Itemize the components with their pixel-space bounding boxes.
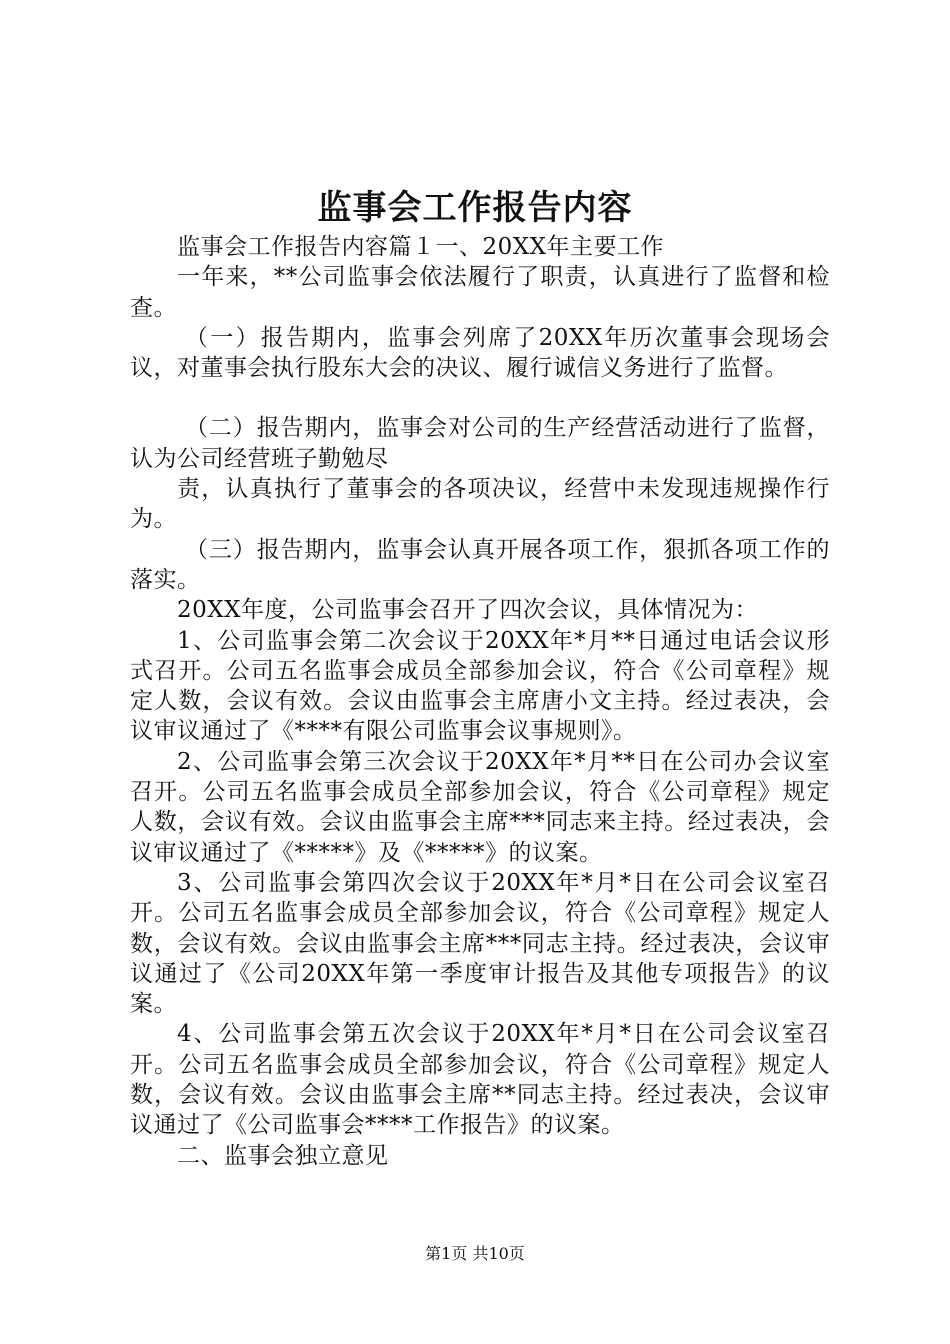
paragraph-meeting-3: 3、公司监事会第四次会议于20XX年*月*日在公司会议室召开。公司五名监事会成员全部参加会议，符合《公司章程》规定人数，会议有效。会议由监事会主席***同志主持。经过表决，会议审议通过了《公司20XX年第一季度审计报告及其他专项报告》的议案。	[130, 869, 830, 1018]
document-title: 监事会工作报告内容	[317, 188, 633, 228]
document-body	[130, 232, 830, 1171]
paragraph-item-2-continued: 责，认真执行了董事会的各项决议，经营中未发现违规操作行为。	[130, 476, 830, 533]
paragraph-overview: 一年来，**公司监事会依法履行了职责，认真进行了监督和检查。	[130, 264, 830, 321]
paragraph-item-2: （二）报告期内，监事会对公司的生产经营活动进行了监督，认为公司经营班子勤勉尽	[130, 415, 830, 472]
page-number-footer: 第1页 共10页	[425, 1244, 525, 1263]
paragraph-item-3: （三）报告期内，监事会认真开展各项工作，狠抓各项工作的落实。	[130, 536, 830, 593]
paragraph-meetings-summary: 20XX年度，公司监事会召开了四次会议，具体情况为：	[177, 597, 759, 624]
paragraph-item-1: （一）报告期内，监事会列席了20XX年历次董事会现场会议，对董事会执行股东大会的决议、履行诚信义务进行了监督。	[130, 324, 830, 382]
paragraph-meeting-2: 2、公司监事会第三次会议于20XX年*月**日在公司办会议室召开。公司五名监事会成员全部参加会议，符合《公司章程》规定人数，会议有效。会议由监事会主席***同志来主持。经过表决，会议审议通过了《*****》及《*****》的议案。	[130, 748, 830, 866]
section-heading-independent-opinion: 二、监事会独立意见	[177, 1142, 389, 1169]
paragraph-meeting-4: 4、公司监事会第五次会议于20XX年*月*日在公司会议室召开。公司五名监事会成员全部参加会议，符合《公司章程》规定人数，会议有效。会议由监事会主席**同志主持。经过表决，会议审议通过了《公司监事会****工作报告》的议案。	[130, 1021, 830, 1139]
paragraph-intro: 监事会工作报告内容篇１一、20XX年主要工作	[177, 234, 665, 260]
paragraph-meeting-1: 1、公司监事会第二次会议于20XX年*月**日通过电话会议形式召开。公司五名监事会成员全部参加会议，符合《公司章程》规定人数，会议有效。会议由监事会主席唐小文主持。经过表决，会议审议通过了《****有限公司监事会议事规则》。	[130, 627, 830, 745]
